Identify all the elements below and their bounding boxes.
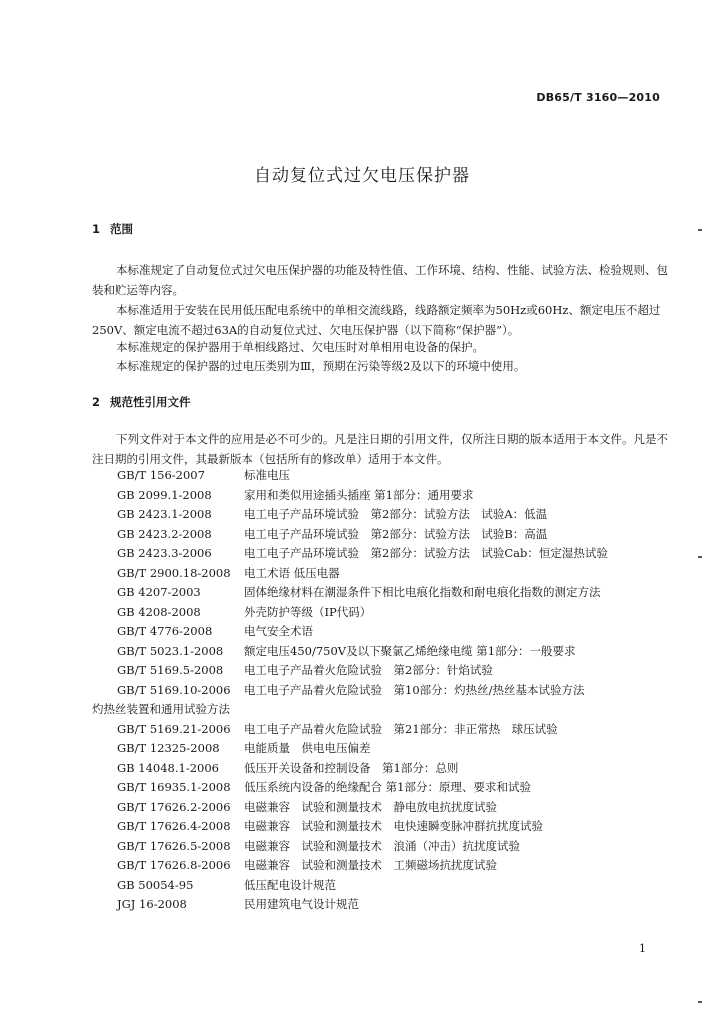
references-intro: 下列文件对于本文件的应用是必不可少的。凡是注日期的引用文件，仅所注日期的版本适用于本文件。凡是不注日期的引用文件，其最新版本（包括所有的修改单）适用于本文件。 — [92, 432, 668, 466]
reference-code: GB 2423.2-2008 — [117, 526, 212, 541]
scope-paragraph: 本标准规定了自动复位式过欠电压保护器的功能及特性值、工作环境、结构、性能、试验方法、检验规则、包装和贮运等内容。 — [92, 263, 668, 297]
reference-title: 固体绝缘材料在潮湿条件下相比电痕化指数和耐电痕化指数的测定方法 — [244, 585, 601, 599]
scope-paragraph: 本标准规定的保护器用于单相线路过、欠电压时对单相用电设备的保护。 — [116, 340, 484, 354]
reference-code: GB 50054-95 — [117, 877, 194, 892]
reference-row — [0, 798, 724, 818]
reference-code: GB 4207-2003 — [117, 585, 201, 599]
reference-code: GB/T 12325-2008 — [117, 741, 220, 755]
reference-code: GB/T 17626.5-2008 — [117, 838, 231, 853]
reference-code: GB 2099.1-2008 — [117, 487, 212, 502]
reference-row — [0, 778, 724, 798]
reference-title: 电气安全术语 — [244, 624, 313, 638]
reference-list — [0, 466, 724, 915]
reference-row — [0, 739, 724, 759]
reference-row — [0, 486, 724, 506]
reference-title: 电工电子产品环境试验 第2部分：试验方法 试验Cab：恒定湿热试验 — [244, 546, 608, 560]
reference-code: GB 2423.3-2006 — [117, 546, 212, 560]
reference-code: GB 4208-2008 — [117, 604, 201, 619]
reference-code: GB/T 17626.4-2008 — [117, 819, 231, 833]
reference-row — [0, 759, 724, 779]
reference-code: GB/T 5169.21-2006 — [117, 721, 231, 736]
scope-paragraph: 本标准适用于安装在民用低压配电系统中的单相交流线路，线路额定频率为50Hz或60Hz、额定电压不超过250V、额定电流不超过63A的自动复位式过、欠电压保护器（以下简称“保护器”）。 — [92, 303, 661, 337]
scan-edge-mark — [698, 229, 702, 231]
reference-row — [0, 603, 724, 623]
reference-row-continuation — [0, 700, 724, 720]
reference-title: 标准电压 — [244, 468, 290, 482]
document-title: 自动复位式过欠电压保护器 — [254, 166, 470, 186]
reference-title: 电工术语 低压电器 — [244, 565, 340, 580]
reference-code: GB/T 156-2007 — [117, 468, 205, 482]
reference-title: 家用和类似用途插头插座 第1部分：通用要求 — [244, 487, 474, 502]
scan-edge-mark — [698, 1001, 702, 1003]
reference-title: 低压配电设计规范 — [244, 877, 336, 892]
reference-code: GB/T 5023.1-2008 — [117, 643, 224, 658]
scan-edge-mark — [698, 556, 702, 558]
section-number: 2 — [92, 395, 101, 409]
reference-row — [0, 544, 724, 564]
reference-row — [0, 642, 724, 662]
reference-code: GB/T 17626.2-2006 — [117, 799, 231, 814]
reference-row — [0, 720, 724, 740]
reference-title: 电磁兼容 试验和测量技术 工频磁场抗扰度试验 — [244, 858, 497, 872]
section-heading-normative-references — [92, 394, 191, 410]
reference-title: 电工电子产品着火危险试验 第10部分：灼热丝/热丝基本试验方法 — [244, 682, 585, 697]
section-number: 1 — [92, 222, 101, 236]
reference-row — [0, 681, 724, 701]
reference-title: 低压系统内设备的绝缘配合 第1部分：原理、要求和试验 — [244, 780, 531, 794]
reference-code: GB/T 17626.8-2006 — [117, 858, 231, 872]
reference-title: 电能质量 供电电压偏差 — [244, 741, 371, 755]
reference-code: GB 14048.1-2006 — [117, 760, 220, 775]
reference-title: 电磁兼容 试验和测量技术 浪涌（冲击）抗扰度试验 — [244, 838, 520, 853]
reference-row — [0, 583, 724, 603]
reference-code: GB/T 16935.1-2008 — [117, 780, 231, 794]
reference-row — [0, 817, 724, 837]
reference-row — [0, 661, 724, 681]
reference-title: 电磁兼容 试验和测量技术 电快速瞬变脉冲群抗扰度试验 — [244, 819, 543, 833]
reference-title: 低压开关设备和控制设备 第1部分：总则 — [244, 760, 459, 775]
reference-row — [0, 564, 724, 584]
reference-title: 电工电子产品环境试验 第2部分：试验方法 试验B：高温 — [244, 526, 548, 541]
reference-code: GB/T 2900.18-2008 — [117, 565, 231, 580]
reference-row — [0, 837, 724, 857]
reference-title: 电磁兼容 试验和测量技术 静电放电抗扰度试验 — [244, 799, 497, 814]
page-number: 1 — [639, 942, 646, 955]
reference-row — [0, 856, 724, 876]
reference-row — [0, 895, 724, 915]
reference-code: JGJ 16-2008 — [117, 897, 187, 911]
reference-title-continuation: 灼热丝装置和通用试验方法 — [92, 702, 230, 716]
reference-row — [0, 525, 724, 545]
reference-row — [0, 622, 724, 642]
reference-code: GB/T 5169.5-2008 — [117, 663, 224, 677]
reference-title: 电工电子产品着火危险试验 第21部分：非正常热 球压试验 — [244, 721, 558, 736]
reference-code: GB 2423.1-2008 — [117, 507, 212, 521]
reference-row — [0, 876, 724, 896]
section-title: 规范性引用文件 — [110, 395, 191, 409]
section-title: 范围 — [110, 222, 133, 236]
reference-row — [0, 466, 724, 486]
standard-code: DB65/T 3160—2010 — [536, 91, 660, 104]
reference-row — [0, 505, 724, 525]
reference-title: 额定电压450/750V及以下聚氯乙烯绝缘电缆 第1部分：一般要求 — [244, 643, 576, 658]
reference-title: 民用建筑电气设计规范 — [244, 897, 359, 911]
section-heading-scope — [92, 221, 133, 237]
reference-title: 电工电子产品环境试验 第2部分：试验方法 试验A：低温 — [244, 507, 548, 521]
reference-code: GB/T 5169.10-2006 — [117, 682, 231, 697]
scope-paragraph: 本标准规定的保护器的过电压类别为Ⅲ，预期在污染等级2及以下的环境中使用。 — [116, 359, 526, 373]
reference-title: 电工电子产品着火危险试验 第2部分：针焰试验 — [244, 663, 493, 677]
reference-title: 外壳防护等级（IP代码） — [244, 604, 372, 619]
reference-code: GB/T 4776-2008 — [117, 624, 213, 638]
